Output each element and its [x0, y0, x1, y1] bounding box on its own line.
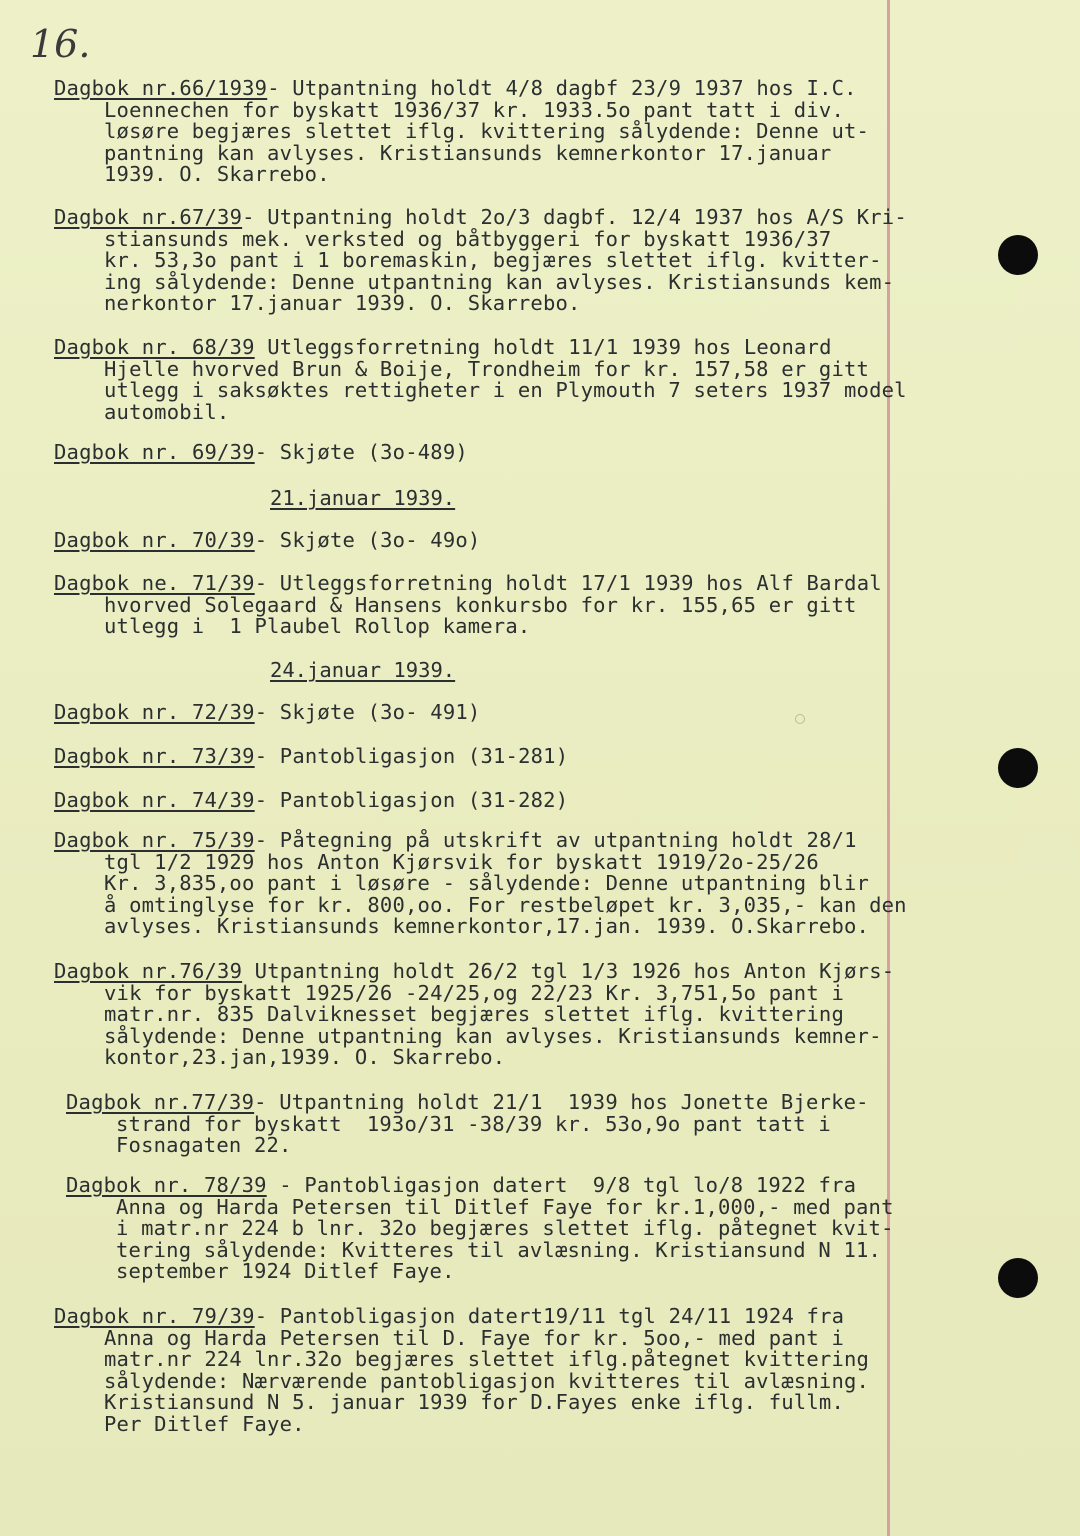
binder-hole: [998, 748, 1038, 788]
entry-text: - Påtegning på utskrift av utpantning holdt 28/1: [254, 828, 857, 852]
page-number: 16.: [30, 22, 91, 66]
entry-text: utlegg i 1 Plaubel Rollop kamera.: [104, 614, 531, 638]
entry-text: pantning kan avlyses. Kristiansunds kemnerkontor 17.januar: [104, 140, 832, 165]
entry-line: [54, 1004, 924, 1026]
entry-text: Loennechen for byskatt 1936/37 kr. 1933.5o pant tatt i div.: [104, 97, 844, 122]
entry-line: [54, 961, 924, 983]
entry-line: [54, 790, 924, 812]
entry-line: [54, 1023, 924, 1048]
journal-entry: [66, 1175, 936, 1283]
entry-text: å omtinglyse for kr. 800,oo. For restbeløpet kr. 3,035,- kan den: [104, 892, 907, 917]
entry-text: kontor,23.jan,1939. O. Skarrebo.: [104, 1045, 506, 1069]
entry-line: [54, 980, 924, 1005]
binder-hole: [998, 235, 1038, 275]
entry-line: [66, 1194, 936, 1219]
entry-reference: Dagbok nr. 70/39: [54, 528, 255, 552]
entry-line: [54, 121, 924, 143]
journal-entry: [54, 702, 924, 724]
journal-entry: [54, 530, 924, 552]
entry-text: nerkontor 17.januar 1939. O. Skarrebo.: [104, 291, 581, 315]
entry-text: - Skjøte (3o- 491): [254, 700, 481, 724]
entry-line: [54, 78, 924, 100]
entry-reference: Dagbok nr. 75/39: [54, 828, 255, 852]
entry-text: løsøre begjæres slettet iflg. kvittering sålydende: Denne ut-: [104, 119, 870, 143]
entry-line: [54, 442, 924, 464]
entry-text: matr.nr 224 lnr.32o begjæres slettet iflg.påtegnet kvittering: [104, 1347, 870, 1371]
entry-line: [54, 830, 924, 852]
entry-reference: Dagbok nr. 79/39: [54, 1304, 255, 1328]
entry-line: [54, 337, 924, 359]
entry-text: sålydende: Denne utpantning kan avlyses. Kristiansunds kemner-: [104, 1023, 882, 1048]
journal-entry: [54, 442, 924, 464]
entry-text: Kr. 3,835,oo pant i løsøre - sålydende: Denne utpantning blir: [104, 871, 870, 895]
entry-text: Kristiansund N 5. januar 1939 for D.Fayes enke iflg. fullm.: [104, 1390, 844, 1414]
entry-reference: Dagbok nr. 73/39: [54, 744, 255, 768]
journal-entry: [54, 207, 924, 315]
entry-line: [54, 140, 924, 165]
date-heading: 24.januar 1939.: [270, 658, 456, 682]
entry-text: Utpantning holdt 26/2 tgl 1/3 1926 hos Anton Kjørs-: [242, 959, 895, 983]
entry-line: [54, 1306, 924, 1328]
entry-reference: Dagbok nr. 68/39: [54, 335, 255, 359]
entry-text: - Utpantning holdt 2o/3 dagbf. 12/4 1937 hos A/S Kri-: [242, 205, 907, 229]
entry-line: [54, 207, 924, 229]
entry-line: [54, 849, 924, 874]
entry-text: tgl 1/2 1929 hos Anton Kjørsvik for byskatt 1919/2o-25/26: [104, 849, 819, 874]
journal-entry: [54, 746, 924, 768]
entry-reference: Dagbok nr. 78/39: [66, 1173, 267, 1197]
journal-entry: [54, 790, 924, 812]
journal-entry: [54, 78, 924, 186]
entry-line: [54, 892, 924, 917]
entry-text: - Skjøte (3o-489): [254, 440, 468, 464]
entry-reference: Dagbok nr.67/39: [54, 205, 243, 229]
entry-text: - Skjøte (3o- 49o): [254, 528, 481, 552]
entry-text: hvorved Solegaard & Hansens konkursbo for kr. 155,65 er gitt: [104, 592, 857, 617]
entry-text: - Pantobligasjon datert 9/8 tgl lo/8 1922 fra: [266, 1173, 857, 1197]
entry-line: [54, 1368, 924, 1393]
entry-line: [54, 916, 924, 938]
entry-line: [66, 1175, 936, 1197]
entry-text: september 1924 Ditlef Faye.: [116, 1259, 455, 1283]
entry-line: [54, 702, 924, 724]
journal-entry: [54, 961, 924, 1069]
entry-text: Fosnagaten 22.: [116, 1133, 292, 1157]
entry-text: - Pantobligasjon (31-281): [254, 744, 569, 768]
entry-text: - Pantobligasjon datert19/11 tgl 24/11 1924 fra: [254, 1304, 845, 1328]
journal-entry: [54, 337, 924, 423]
entry-text: Hjelle hvorved Brun & Boije, Trondheim for kr. 157,58 er gitt: [104, 356, 870, 381]
entry-line: [66, 1261, 936, 1283]
entry-text: - Utpantning holdt 21/1 1939 hos Jonette Bjerke-: [254, 1090, 869, 1114]
date-heading: 21.januar 1939.: [270, 486, 456, 510]
entry-text: sålydende: Nærværende pantobligasjon kvitteres til avlæsning.: [104, 1368, 870, 1393]
entry-line: [54, 164, 924, 186]
entry-line: [54, 269, 924, 294]
entry-text: stiansunds mek. verksted og båtbyggeri for byskatt 1936/37: [104, 226, 832, 251]
entry-line: [54, 97, 924, 122]
entry-text: - Utleggsforretning holdt 17/1 1939 hos Alf Bardal: [254, 571, 882, 595]
entry-text: ing sålydende: Denne utpantning kan avlyses. Kristiansunds kem-: [104, 269, 895, 294]
entry-line: [66, 1135, 936, 1157]
entry-line: [54, 250, 924, 272]
entry-text: automobil.: [104, 399, 230, 424]
entry-reference: Dagbok nr.66/1939: [54, 76, 268, 100]
entry-reference: Dagbok nr.76/39: [54, 959, 243, 983]
entry-line: [54, 1325, 924, 1350]
entry-line: [54, 573, 924, 595]
entry-text: Anna og Harda Petersen til D. Faye for kr. 5oo,- med pant i: [104, 1325, 844, 1350]
entry-text: i matr.nr 224 b lnr. 32o begjæres slettet iflg. påtegnet kvit-: [116, 1216, 894, 1240]
entry-text: kr. 53,3o pant i 1 boremaskin, begjæres slettet iflg. kvitter-: [104, 248, 882, 272]
entry-line: [66, 1092, 936, 1114]
entry-line: [66, 1111, 936, 1136]
entry-text: tering sålydende: Kvitteres til avlæsning. Kristiansund N 11.: [116, 1237, 882, 1262]
entry-line: [54, 1392, 924, 1414]
entry-line: [54, 592, 924, 617]
entry-text: - Utpantning holdt 4/8 dagbf 23/9 1937 hos I.C.: [267, 76, 857, 100]
entry-line: [54, 399, 924, 424]
entry-line: [66, 1237, 936, 1262]
entry-reference: Dagbok nr. 74/39: [54, 788, 255, 812]
entry-line: [54, 356, 924, 381]
entry-reference: Dagbok nr.77/39: [66, 1090, 255, 1114]
entry-reference: Dagbok nr. 72/39: [54, 700, 255, 724]
entry-text: Utleggsforretning holdt 11/1 1939 hos Leonard: [254, 335, 832, 359]
journal-entry: [54, 830, 924, 938]
entry-text: strand for byskatt 193o/31 -38/39 kr. 53o,9o pant tatt i: [116, 1111, 831, 1136]
entry-text: utlegg i saksøktes rettigheter i en Plymouth 7 seters 1937 model: [104, 378, 907, 402]
entry-reference: Dagbok ne. 71/39: [54, 571, 255, 595]
entry-line: [54, 1047, 924, 1069]
entry-line: [54, 873, 924, 895]
entry-text: Per Ditlef Faye.: [104, 1411, 305, 1436]
entry-text: - Pantobligasjon (31-282): [254, 788, 569, 812]
entry-text: vik for byskatt 1925/26 -24/25,og 22/23 Kr. 3,751,5o pant i: [104, 980, 844, 1005]
entry-text: Anna og Harda Petersen til Ditlef Faye for kr.1,000,- med pant: [116, 1194, 894, 1219]
entry-text: 1939. O. Skarrebo.: [104, 162, 330, 186]
entry-line: [54, 530, 924, 552]
entry-line: [54, 616, 924, 638]
entry-text: matr.nr. 835 Dalviknesset begjæres slettet iflg. kvittering: [104, 1002, 844, 1026]
journal-entry: [54, 1306, 924, 1435]
entry-line: [54, 226, 924, 251]
entry-line: [54, 380, 924, 402]
journal-entry: [54, 573, 924, 638]
entry-line: [54, 1411, 924, 1436]
entry-line: [54, 1349, 924, 1371]
entry-line: [54, 746, 924, 768]
entry-reference: Dagbok nr. 69/39: [54, 440, 255, 464]
binder-hole: [998, 1258, 1038, 1298]
entry-text: avlyses. Kristiansunds kemnerkontor,17.jan. 1939. O.Skarrebo.: [104, 914, 870, 938]
entry-line: [54, 293, 924, 315]
entry-line: [66, 1218, 936, 1240]
journal-entry: [66, 1092, 936, 1157]
